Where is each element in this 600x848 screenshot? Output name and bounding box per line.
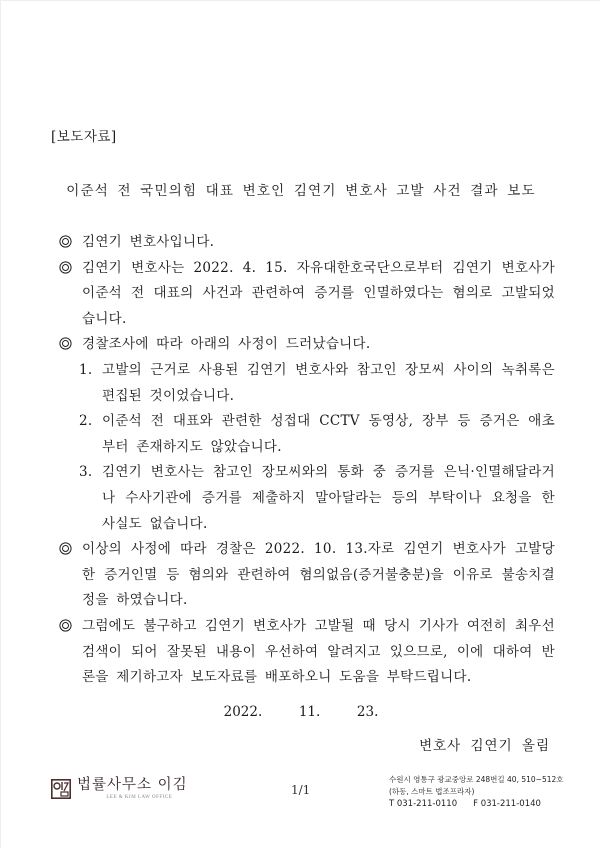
paragraph-investigation [59,332,555,358]
letterhead-footer [1,771,600,821]
finding-item [79,460,555,537]
finding-item [79,358,555,409]
finding-text: 고발의 근거로 사용된 김연기 변호사와 참고인 장모씨 사이의 녹취록은 편집된 것이었습니다. [102,361,555,404]
document-body [59,230,555,691]
double-circle-icon [59,537,79,563]
document-date: 2022. 11. 23. [223,704,379,720]
paragraph-decision [59,537,555,614]
paragraph-intro [59,230,555,256]
contact-numbers [389,799,564,811]
law-office-logo-icon [51,779,71,799]
page-number: 1/1 [291,783,311,797]
paragraph-text: 그럼에도 불구하고 김연기 변호사가 고발될 때 당시 기사가 여전히 최우선 검색이 되어 잘못된 내용이 우선하여 알려지고 있으므로, 이에 대하여 반론을 제기하고자 보도자료를 배포하오니 도움을 부탁드립니다. [82,617,555,686]
finding-item [79,409,555,460]
double-circle-icon [59,230,79,256]
document-title: 이준석 전 국민의힘 대표 변호인 김연기 변호사 고발 사건 결과 보도 [66,183,536,199]
press-release-label: [보도자료] [51,129,117,145]
finding-text: 이준석 전 대표와 관련한 성접대 CCTV 동영상, 장부 등 증거은 애초부터 존재하지도 않았습니다. [102,413,555,455]
address-line-1: 수원시 영통구 광교중앙로 248번길 40, 510~512호 [389,775,564,784]
firm-name: 법률사무소 이김 [77,777,188,793]
findings-list [59,358,555,537]
fax-number: F 031-211-0140 [473,799,541,809]
double-circle-icon [59,614,79,640]
address-line-2: (하동, 스마트 법조프라자) [389,786,475,796]
firm-name-english: LEE & KIM LAW OFFICE [106,795,173,800]
double-circle-icon [59,332,79,358]
finding-number: 2. [79,413,93,430]
signature: 변호사 김연기 올림 [419,738,550,754]
double-circle-icon [59,256,79,282]
paragraph-text: 이상의 사정에 따라 경찰은 2022. 10. 13.자로 김연기 변호사가 고발당한 증거인멸 등 혐의와 관련하여 혐의없음(증거불충분)을 이유로 불송치결정을 하였습니다. [82,541,555,609]
finding-number: 3. [79,464,93,481]
paragraph-complaint [59,256,555,333]
firm-address [389,774,564,811]
finding-text: 김연기 변호사는 참고인 장모씨와의 통화 중 증거를 은닉·인멸해달라거나 수사기관에 증거를 제출하지 말아달라는 등의 부탁이나 요청을 한 사실도 없습니다. [102,464,555,532]
phone-number: T 031-211-0110 [389,799,458,809]
paragraph-text: 김연기 변호사는 2022. 4. 15. 자유대한호국단으로부터 김연기 변호사가 이준석 전 대표의 사건과 관련하여 증거를 인멸하였다는 혐의로 고발되었습니다. [82,259,555,327]
firm-logo [51,776,188,800]
finding-number: 1. [79,361,93,378]
paragraph-text: 김연기 변호사입니다. [82,234,215,250]
paragraph-request [59,614,555,691]
paragraph-text: 경찰조사에 따라 아래의 사정이 드러났습니다. [82,336,371,353]
